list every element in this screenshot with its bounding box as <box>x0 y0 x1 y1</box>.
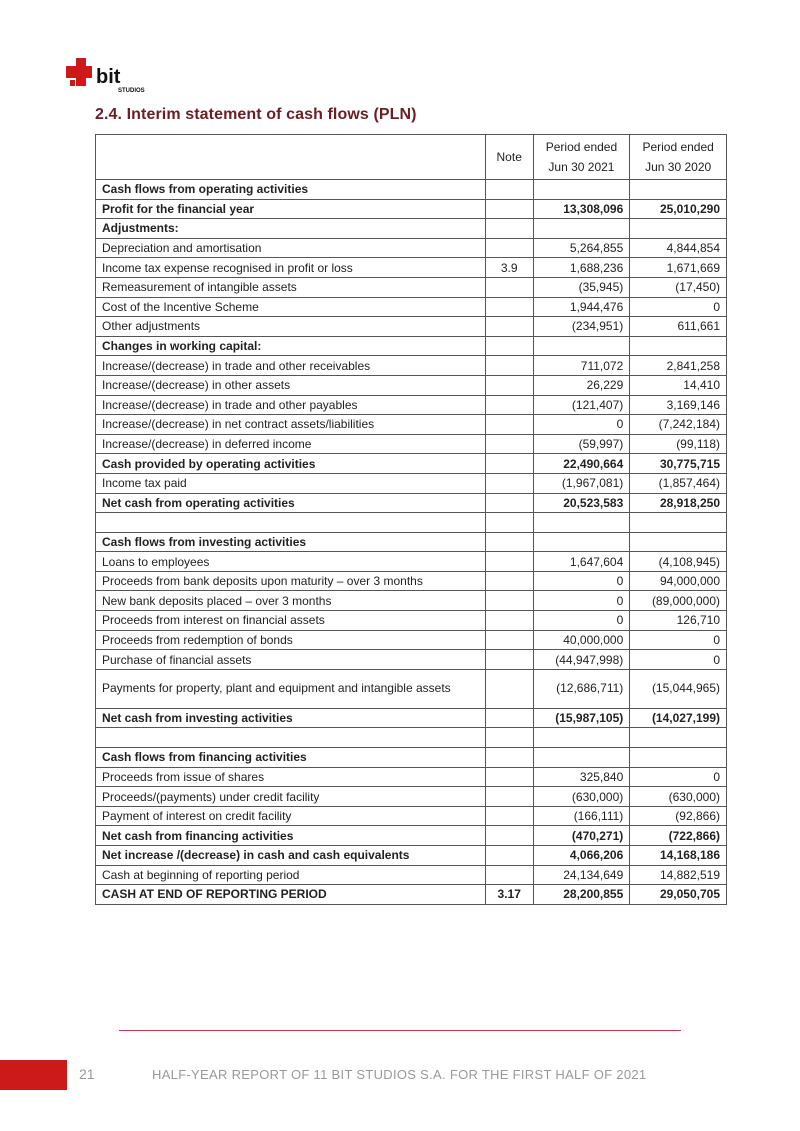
row-value-2021 <box>533 180 630 200</box>
row-label: Increase/(decrease) in net contract assets/liabilities <box>96 415 486 435</box>
table-row <box>96 552 727 572</box>
header-period-2021-line1: Period ended <box>545 140 618 154</box>
row-label: Proceeds from redemption of bonds <box>96 630 486 650</box>
row-value-2020: (7,242,184) <box>630 415 727 435</box>
row-label: Cash provided by operating activities <box>96 454 486 474</box>
row-value-2021: 26,229 <box>533 375 630 395</box>
table-row <box>96 728 727 748</box>
section-title: 2.4. Interim statement of cash flows (PLN) <box>95 106 417 123</box>
row-value-2020: (17,450) <box>630 277 727 297</box>
row-value-2021: 24,134,649 <box>533 865 630 885</box>
row-label: Net cash from operating activities <box>96 493 486 513</box>
row-value-2021: (234,951) <box>533 317 630 337</box>
footer-title: HALF-YEAR REPORT OF 11 BIT STUDIOS S.A. FOR THE FIRST HALF OF 2021 <box>152 1067 647 1082</box>
row-value-2020 <box>630 180 727 200</box>
row-value-2020: (4,108,945) <box>630 552 727 572</box>
row-value-2020: 14,882,519 <box>630 865 727 885</box>
row-value-2021: (15,987,105) <box>533 708 630 728</box>
row-value-2021 <box>533 336 630 356</box>
row-value-2021: (121,407) <box>533 395 630 415</box>
row-value-2021: 1,944,476 <box>533 297 630 317</box>
footer-divider <box>119 1030 681 1031</box>
row-value-2020: (1,857,464) <box>630 473 727 493</box>
table-row <box>96 317 727 337</box>
row-note <box>485 865 533 885</box>
row-label: Proceeds from interest on financial assets <box>96 611 486 631</box>
table-row <box>96 473 727 493</box>
row-note <box>485 767 533 787</box>
row-value-2021: 40,000,000 <box>533 630 630 650</box>
table-row <box>96 454 727 474</box>
row-note <box>485 317 533 337</box>
page-number: 21 <box>79 1066 95 1082</box>
header-period-2020-line1: Period ended <box>642 140 714 154</box>
row-value-2020: 4,844,854 <box>630 238 727 258</box>
row-value-2020 <box>630 336 727 356</box>
row-value-2020: 29,050,705 <box>630 885 727 905</box>
header-period-2021 <box>533 135 630 180</box>
table-row <box>96 219 727 239</box>
table-row <box>96 493 727 513</box>
row-label: Cost of the Incentive Scheme <box>96 297 486 317</box>
row-value-2021: 13,308,096 <box>533 199 630 219</box>
row-note: 3.9 <box>485 258 533 278</box>
table-row <box>96 748 727 768</box>
table-row <box>96 395 727 415</box>
row-value-2021: 4,066,206 <box>533 846 630 866</box>
row-label: Income tax paid <box>96 473 486 493</box>
row-note <box>485 199 533 219</box>
row-label: Cash flows from financing activities <box>96 748 486 768</box>
header-period-2020 <box>630 135 727 180</box>
table-row <box>96 336 727 356</box>
row-value-2020: 14,168,186 <box>630 846 727 866</box>
row-label: Cash flows from investing activities <box>96 532 486 552</box>
row-note <box>485 454 533 474</box>
table-row <box>96 356 727 376</box>
row-note <box>485 180 533 200</box>
table-row <box>96 846 727 866</box>
row-value-2020: 0 <box>630 650 727 670</box>
row-note <box>485 473 533 493</box>
table-row <box>96 375 727 395</box>
table-row <box>96 650 727 670</box>
table-body <box>96 180 727 905</box>
row-value-2020 <box>630 513 727 533</box>
row-value-2021: 22,490,664 <box>533 454 630 474</box>
row-value-2020: 1,671,669 <box>630 258 727 278</box>
row-note <box>485 708 533 728</box>
row-note <box>485 532 533 552</box>
row-note <box>485 630 533 650</box>
table-header-row <box>96 135 727 180</box>
row-value-2021 <box>533 513 630 533</box>
table-row <box>96 806 727 826</box>
header-note: Note <box>485 135 533 180</box>
row-label: Income tax expense recognised in profit or loss <box>96 258 486 278</box>
row-note <box>485 356 533 376</box>
footer-accent-block <box>0 1060 67 1090</box>
table-row <box>96 180 727 200</box>
table-row <box>96 865 727 885</box>
table-row <box>96 277 727 297</box>
row-value-2021 <box>533 532 630 552</box>
row-value-2020: 126,710 <box>630 611 727 631</box>
row-value-2021: (630,000) <box>533 787 630 807</box>
row-note <box>485 728 533 748</box>
row-label: Cash flows from operating activities <box>96 180 486 200</box>
row-label: Proceeds from bank deposits upon maturity – over 3 months <box>96 571 486 591</box>
row-note <box>485 238 533 258</box>
row-label: Increase/(decrease) in trade and other payables <box>96 395 486 415</box>
row-label: Other adjustments <box>96 317 486 337</box>
row-label: Purchase of financial assets <box>96 650 486 670</box>
header-period-2020-line2: Jun 30 2020 <box>645 160 712 174</box>
row-value-2020: 0 <box>630 630 727 650</box>
row-label <box>96 728 486 748</box>
row-value-2020 <box>630 728 727 748</box>
row-label: Payments for property, plant and equipment and intangible assets <box>96 669 486 708</box>
table-row <box>96 199 727 219</box>
row-label: Increase/(decrease) in trade and other receivables <box>96 356 486 376</box>
row-value-2021: 0 <box>533 415 630 435</box>
row-note <box>485 513 533 533</box>
row-value-2020: 611,661 <box>630 317 727 337</box>
svg-text:STUDIOS: STUDIOS <box>118 88 145 94</box>
table-row <box>96 513 727 533</box>
row-value-2020: (99,118) <box>630 434 727 454</box>
row-value-2020 <box>630 532 727 552</box>
row-value-2020: (722,866) <box>630 826 727 846</box>
row-value-2020 <box>630 748 727 768</box>
row-label: Profit for the financial year <box>96 199 486 219</box>
table-row <box>96 669 727 708</box>
row-value-2020: (14,027,199) <box>630 708 727 728</box>
row-note <box>485 846 533 866</box>
table-row <box>96 571 727 591</box>
table-row <box>96 238 727 258</box>
row-value-2021: 1,647,604 <box>533 552 630 572</box>
table-row <box>96 885 727 905</box>
row-note <box>485 806 533 826</box>
row-label: Net cash from investing activities <box>96 708 486 728</box>
row-label: Increase/(decrease) in other assets <box>96 375 486 395</box>
row-value-2021: 5,264,855 <box>533 238 630 258</box>
row-value-2020: 30,775,715 <box>630 454 727 474</box>
row-label: Increase/(decrease) in deferred income <box>96 434 486 454</box>
row-note <box>485 297 533 317</box>
row-value-2021: 0 <box>533 571 630 591</box>
row-note <box>485 650 533 670</box>
header-label <box>96 135 486 180</box>
table-row <box>96 297 727 317</box>
company-logo <box>66 50 150 94</box>
row-value-2021: 325,840 <box>533 767 630 787</box>
row-note <box>485 669 533 708</box>
row-value-2021: 1,688,236 <box>533 258 630 278</box>
row-label <box>96 513 486 533</box>
row-label: Proceeds from issue of shares <box>96 767 486 787</box>
table-row <box>96 434 727 454</box>
row-label: Proceeds/(payments) under credit facility <box>96 787 486 807</box>
row-value-2021 <box>533 219 630 239</box>
row-note <box>485 415 533 435</box>
header-period-2021-line2: Jun 30 2021 <box>548 160 615 174</box>
row-note <box>485 571 533 591</box>
row-value-2021: (1,967,081) <box>533 473 630 493</box>
row-value-2021: 20,523,583 <box>533 493 630 513</box>
row-label: Payment of interest on credit facility <box>96 806 486 826</box>
row-value-2020: (92,866) <box>630 806 727 826</box>
row-value-2020: 28,918,250 <box>630 493 727 513</box>
table-row <box>96 767 727 787</box>
row-label: Remeasurement of intangible assets <box>96 277 486 297</box>
row-value-2021 <box>533 748 630 768</box>
row-note <box>485 591 533 611</box>
row-note <box>485 434 533 454</box>
row-label: Adjustments: <box>96 219 486 239</box>
row-note <box>485 748 533 768</box>
table-row <box>96 630 727 650</box>
row-label: New bank deposits placed – over 3 months <box>96 591 486 611</box>
row-note <box>485 336 533 356</box>
row-label: Net cash from financing activities <box>96 826 486 846</box>
table-row <box>96 532 727 552</box>
row-value-2020: (15,044,965) <box>630 669 727 708</box>
row-value-2020: 0 <box>630 297 727 317</box>
row-note <box>485 375 533 395</box>
row-label: Net increase /(decrease) in cash and cash equivalents <box>96 846 486 866</box>
row-value-2020 <box>630 219 727 239</box>
row-note <box>485 787 533 807</box>
row-value-2021: 0 <box>533 611 630 631</box>
row-value-2021: (59,997) <box>533 434 630 454</box>
table-row <box>96 591 727 611</box>
row-value-2020: 14,410 <box>630 375 727 395</box>
row-value-2021: 0 <box>533 591 630 611</box>
row-note <box>485 493 533 513</box>
row-value-2021: 28,200,855 <box>533 885 630 905</box>
row-label: Changes in working capital: <box>96 336 486 356</box>
row-value-2021: (12,686,711) <box>533 669 630 708</box>
table-row <box>96 826 727 846</box>
row-note <box>485 395 533 415</box>
row-note <box>485 219 533 239</box>
table-row <box>96 415 727 435</box>
row-label: CASH AT END OF REPORTING PERIOD <box>96 885 486 905</box>
row-value-2021: (44,947,998) <box>533 650 630 670</box>
row-value-2020: 2,841,258 <box>630 356 727 376</box>
row-note <box>485 611 533 631</box>
row-label: Depreciation and amortisation <box>96 238 486 258</box>
row-value-2020: (89,000,000) <box>630 591 727 611</box>
row-note <box>485 277 533 297</box>
row-value-2021 <box>533 728 630 748</box>
row-value-2020: (630,000) <box>630 787 727 807</box>
row-value-2020: 0 <box>630 767 727 787</box>
row-label: Loans to employees <box>96 552 486 572</box>
row-note: 3.17 <box>485 885 533 905</box>
table-row <box>96 611 727 631</box>
row-value-2020: 3,169,146 <box>630 395 727 415</box>
row-value-2020: 25,010,290 <box>630 199 727 219</box>
cash-flow-table <box>95 134 727 905</box>
row-label: Cash at beginning of reporting period <box>96 865 486 885</box>
row-note <box>485 826 533 846</box>
row-value-2021: 711,072 <box>533 356 630 376</box>
table-row <box>96 708 727 728</box>
row-value-2021: (470,271) <box>533 826 630 846</box>
table-row <box>96 787 727 807</box>
svg-text:bit: bit <box>96 66 121 88</box>
row-note <box>485 552 533 572</box>
row-value-2021: (35,945) <box>533 277 630 297</box>
row-value-2021: (166,111) <box>533 806 630 826</box>
table-row <box>96 258 727 278</box>
row-value-2020: 94,000,000 <box>630 571 727 591</box>
